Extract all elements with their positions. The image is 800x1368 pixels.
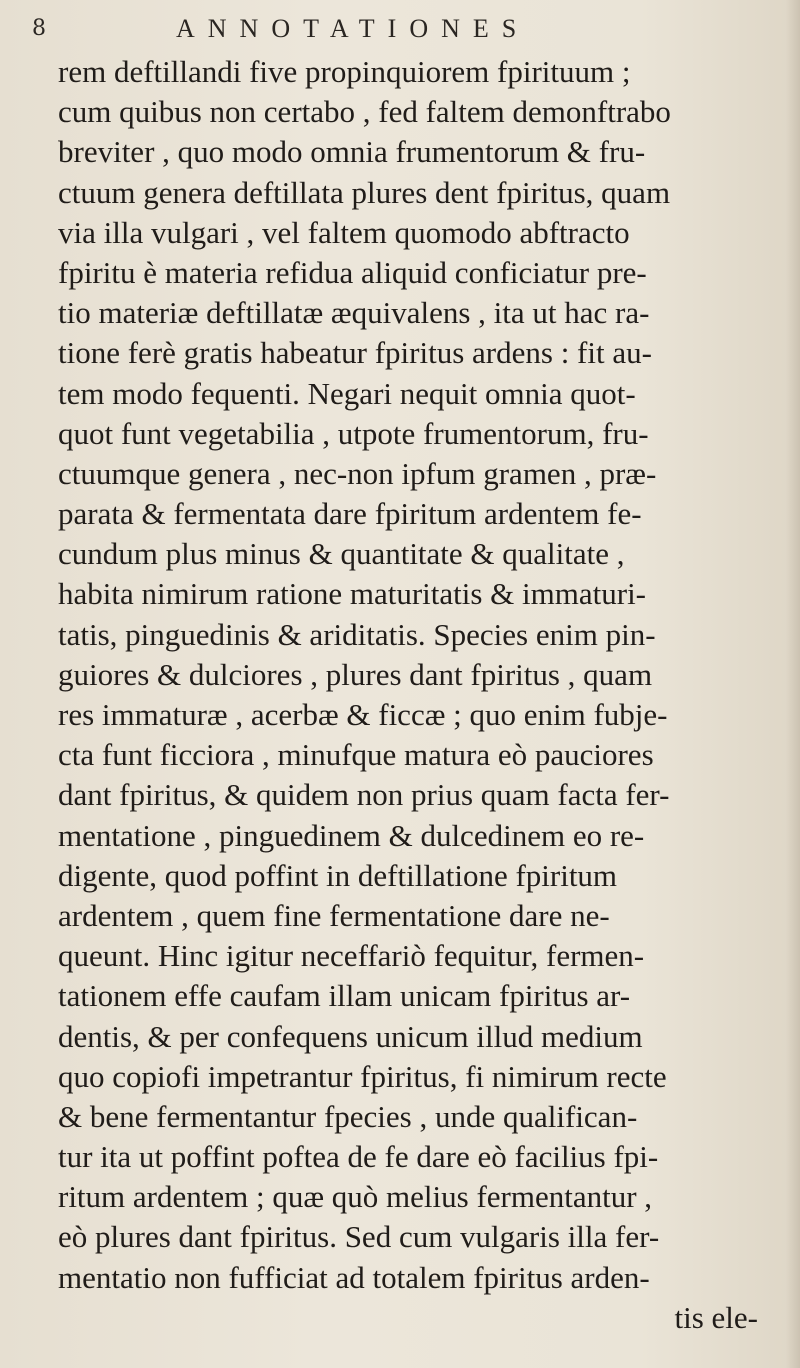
text-line: breviter , quo modo omnia frumentorum & fru-	[58, 134, 646, 170]
text-line: tio materiæ deftillatæ æquivalens , ita ut hac ra-	[58, 295, 650, 331]
text-line: cundum plus minus & quantitate & qualitate ,	[58, 536, 625, 572]
text-line: & bene fermentantur fpecies , unde qualifican-	[58, 1098, 638, 1134]
text-line: ardentem , quem fine fermentatione dare ne-	[58, 897, 610, 933]
text-line: mentatio non fufficiat ad totalem fpiritus arden-	[58, 1259, 650, 1295]
text-line: queunt. Hinc igitur neceffariò fequitur, fermen-	[58, 938, 645, 974]
text-line: tem modo fequenti. Negari nequit omnia quot-	[58, 375, 636, 411]
text-line: cum quibus non certabo , fed faltem demonftrabo	[58, 94, 671, 130]
text-line: mentatione , pinguedinem & dulcedinem eo re-	[58, 817, 645, 853]
text-line: res immaturæ , acerbæ & ficcæ ; quo enim fubje-	[58, 697, 668, 732]
catchword: tis ele-	[674, 1299, 758, 1335]
text-line: fpiritu è materia refidua aliquid conficiatur pre-	[58, 254, 647, 290]
body-text	[58, 52, 798, 1338]
text-line: tur ita ut poffint poftea de fe dare eò facilius fpi-	[58, 1139, 659, 1175]
text-line: digente, quod poffint in deftillatione fpiritum	[58, 857, 618, 893]
text-line: dentis, & per confequens unicum illud medium	[58, 1018, 643, 1054]
text-line: via illa vulgari , vel faltem quomodo abftracto	[58, 214, 630, 250]
text-line: ritum ardentem ; quæ quò melius fermentantur ,	[58, 1179, 653, 1215]
text-line: tationem effe caufam illam unicam fpiritus ar-	[58, 978, 631, 1014]
text-line: eò plures dant fpiritus. Sed cum vulgaris illa fer-	[58, 1219, 660, 1255]
text-line: tatis, pinguedinis & ariditatis. Species enim pin-	[58, 616, 656, 652]
text-line: rem deftillandi five propinquiorem fpirituum ;	[58, 54, 631, 89]
text-line: cta funt ficciora , minufque matura eò pauciores	[58, 737, 654, 773]
text-line: ctuumque genera , nec-non ipfum gramen , præ-	[58, 455, 657, 491]
page-number: 8	[32, 16, 46, 41]
text-line: ctuum genera deftillata plures dent fpiritus, quam	[58, 174, 671, 210]
page-header	[30, 14, 670, 50]
text-line: dant fpiritus, & quidem non prius quam facta fer-	[58, 777, 670, 813]
text-line: guiores & dulciores , plures dant fpiritus , quam	[58, 656, 653, 692]
text-line: quot funt vegetabilia , utpote frumentorum, fru-	[58, 415, 649, 451]
running-head: ANNOTATIONES	[176, 14, 530, 43]
text-line: quo copiofi impetrantur fpiritus, fi nimirum recte	[58, 1058, 667, 1094]
text-line: habita nimirum ratione maturitatis & immaturi-	[58, 576, 647, 612]
text-line: parata & fermentata dare fpiritum ardentem fe-	[58, 496, 642, 532]
text-line: tione ferè gratis habeatur fpiritus ardens : fit au-	[58, 335, 652, 371]
